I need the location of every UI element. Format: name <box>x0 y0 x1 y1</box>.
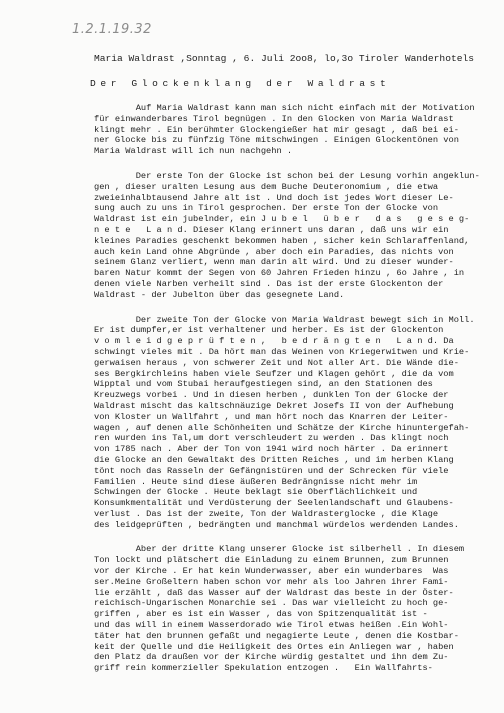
paragraph-second-tone: Der zweite Ton der Glocke von Maria Waldrast bewegt sich in Moll. Er ist dumpfer,er ist verhaltener und herber. Es ist der Glockenton v o m l e i d g e p r ü f t e n , b e d r ä n g t e n L a n d. Da schwingt vieles mit . Da hört man das Weinen von Kriegerwitwen und Krie- gerwaisen heraus , von schwerer Zeit und Not aller Art. Die Wände die- ses Bergkirchleins haben viele Seufzer und Klagen gehört , die da vom Wipptal und vom Stubai heraufgestiegen sind, an den Stationen des Kreuzwegs vorbei . Und in diesen herben , dunklen Ton der Glocke der Waldrast mischt das kaltschnäuzige Dekret Josefs II von der Aufhebung von Kloster un Wallfahrt , und man hört noch das Knarren der Leiter- wagen , auf denen alle Schönheiten und Schätze der Kirche hinuntergefah- ren wurden ins Tal,um dort verschleudert zu werden . Das klingt noch von 1785 nach . Aber der Ton von 1941 wird noch härter . Da erinnert die Glocke an den Gewaltakt des Dritten Reiches , und im herben Klang tönt noch das Rasseln der Gefängnistüren und der Schrecken für viele Familien . Heute sind diese äußeren Bedrängnisse nicht mehr im Schwingen der Glocke . Heute beklagt sie Oberflächlichkeit und Konsumkmentalität und Verdüsterung der Seelenlandschaft und Glaubens- verlust . Das ist der zweite, Ton der Waldrasterglocke , die Klage des leidgeprüften , bedrängten und manchmal würdelos werdenden Landes. <box>94 314 475 530</box>
document-title: Der Glockenklang der Waldrast <box>90 78 391 89</box>
document-body <box>94 103 480 674</box>
handwritten-reference-number: 1.2.1.19.32 <box>72 22 152 37</box>
document-header: Maria Waldrast ,Sonntag , 6. Juli 2oo8, lo,3o Tiroler Wanderhotels <box>94 53 474 64</box>
paragraph-third-tone: Aber der dritte Klang unserer Glocke ist silberhell . In diesem Ton lockt und plätschert die Einladung zu einem Brunnen, zum Brunnen vor der Kirche . Er hat kein Wunderwasser, aber ein wunderbares Was ser.Meine Großeltern haben schon vor mehr als loo Jahren ihrer Fami- lie erzählt , daß das Wasser auf der Waldrast das beste in der Öster- reichisch-Ungarischen Monarchie sei . Das war vielleicht zu hoch ge- griffen , aber es ist ein Wasser , das von Spitzenqualität ist - und das will in einem Wasserdorado wie Tirol etwas heißen .Ein Wohl- täter hat den brunnen gefaßt und negagierte Leute , denen die Kostbar- keit der Quelle und die Heiligkeit des Ortes ein Anliegen war , haben den Platz da draußen vor der Kirche würdig gestaltet und ihn dem Zu- griff rein kommerzieller Spekulation entzogen . Ein Wallfahrts- <box>94 544 465 674</box>
paragraph-first-tone: Der erste Ton der Glocke ist schon bei der Lesung vorhin angeklun- gen , dieser uralten Lesung aus dem Buche Deuteronomium , die etwa zweieinhalbtausend Jahre alt ist . Und doch ist jedes Wort dieser Le- sung auch zu uns in Tirol gesprochen. Der erste Ton der Glocke von Waldrast ist ein jubelnder, ein J u b e l ü b e r d a s g e s e g- n e t e L a n d. Dieser Klang erinnert uns daran , daß uns wir ein kleines Paradies geschenkt bekommen haben , sicher kein Schlaraffenland, auch kein Land ohne Abgründe , aber doch ein Paradies, das nichts von seinem Glanz verliert, wenn man darin alt wird. Und zu dieser wunder- baren Natur kommt der Segen von 60 Jahren Frieden hinzu , 6o Jahre , in denen viele Narben verheilt sind . Das ist der erste Glockenton der Waldrast - der Jubelton über das gesegnete Land. <box>94 170 480 300</box>
paragraph-intro: Auf Maria Waldrast kann man sich nicht einfach mit der Motivation für einwanderbares Tirol begnügen . In den Glocken von Maria Waldrast klingt mehr . Ein berühmter Glockengießer hat mir gesagt , daß bei ei- ner Glocke bis zu fünfzig Töne mitschwingen . Einigen Glockentönen von Maria Waldrast will ich nun nachgehn . <box>94 103 475 157</box>
